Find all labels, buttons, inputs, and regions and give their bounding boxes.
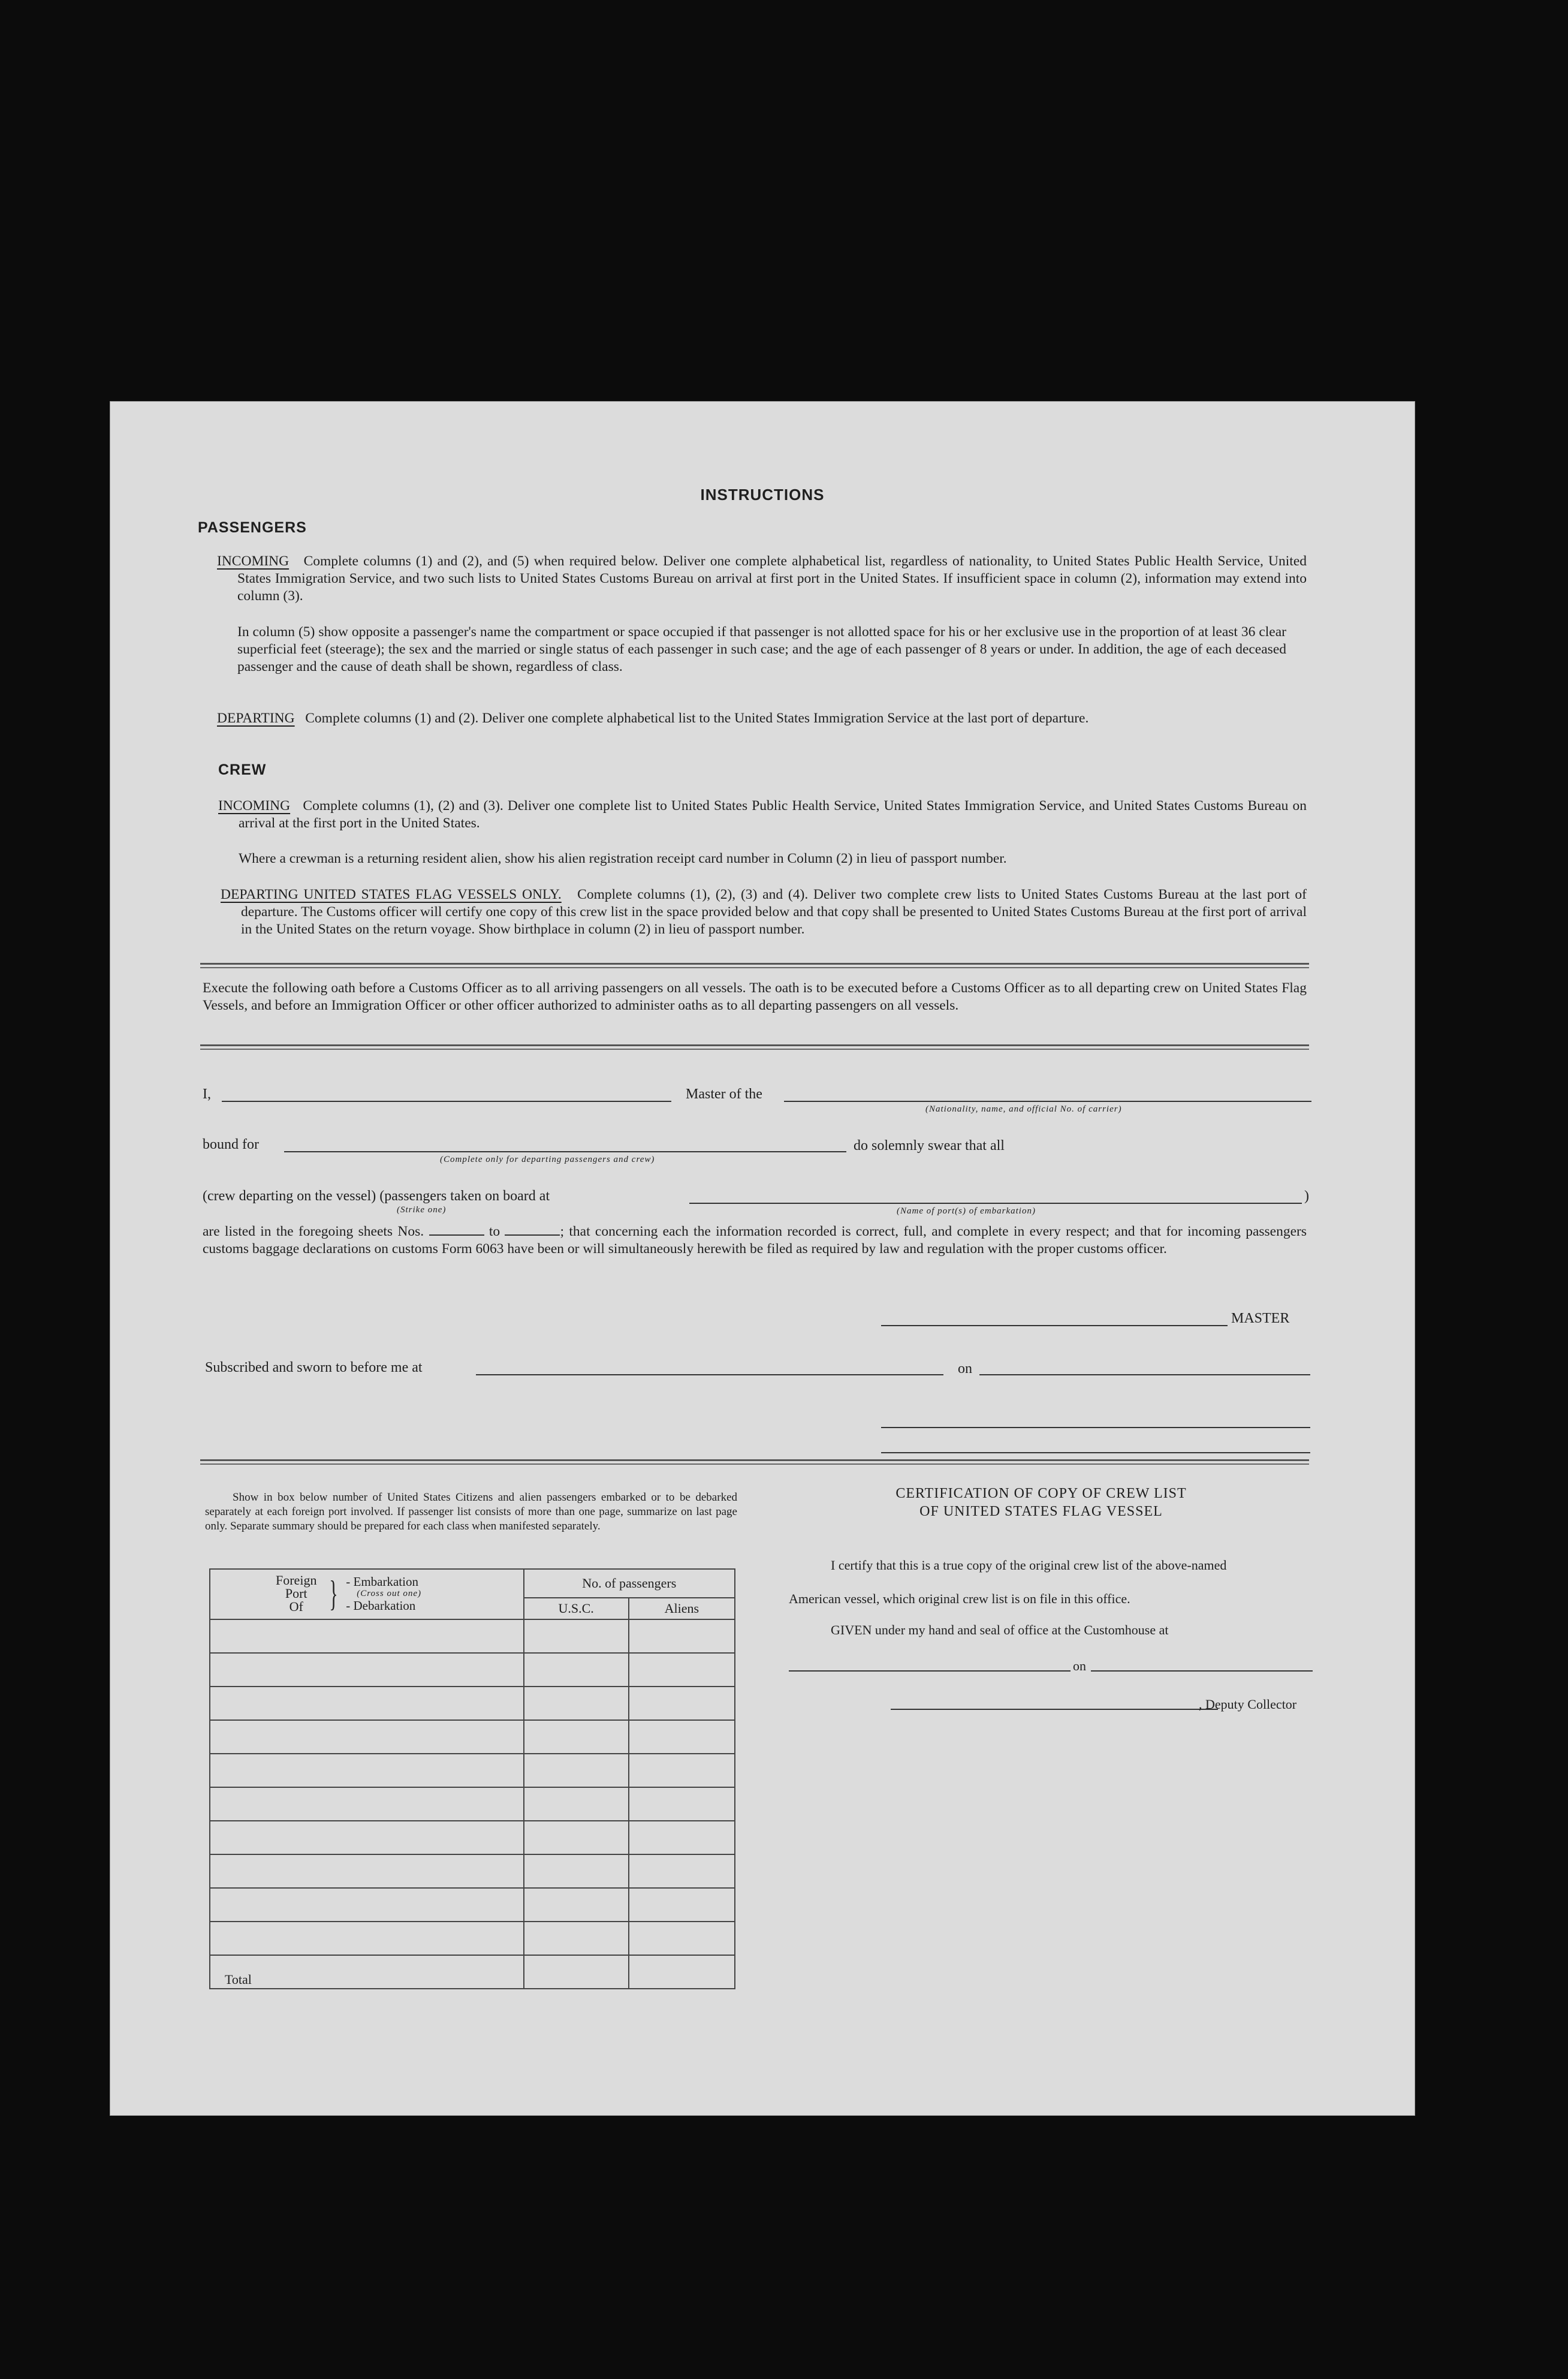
brace-glyph: } [329,1574,339,1613]
divider-top [200,963,1309,968]
bound-for-field[interactable] [284,1151,846,1152]
usc-cell[interactable] [524,1619,629,1653]
usc-cell[interactable] [524,1687,629,1720]
port-cell[interactable] [210,1922,524,1955]
crew-heading: CREW [218,761,267,778]
no-of-passengers-header: No. of passengers [524,1569,735,1598]
usc-cell[interactable] [524,1653,629,1687]
port-cell[interactable] [210,1787,524,1821]
aliens-cell[interactable] [629,1687,735,1720]
table-row [210,1720,735,1754]
total-usc-cell[interactable] [524,1955,629,1989]
usc-cell[interactable] [524,1922,629,1955]
subscribed-label: Subscribed and sworn to before me at [205,1360,423,1375]
cert-date-field[interactable] [1091,1670,1313,1672]
port-cell[interactable] [210,1854,524,1888]
sworn-date-field[interactable] [979,1374,1310,1375]
foreign-label: Foreign [276,1573,317,1588]
swear-label: do solemnly swear that all [854,1138,1005,1154]
crew-departing-paragraph [221,886,1307,938]
port-header-cell [210,1569,524,1619]
passengers-incoming-label: INCOMING [217,553,290,569]
form-page [110,402,1415,2115]
total-aliens-cell[interactable] [629,1955,735,1989]
cert-on-label: on [1073,1658,1086,1673]
embarkation-port-field[interactable] [689,1203,1302,1204]
officer-signature-field[interactable] [881,1427,1310,1428]
crew-incoming-label: INCOMING [218,798,291,814]
alien-crewman-paragraph: Where a crewman is a returning resident alien, show his alien registration receipt card number in Column (2) in lieu of passport number. [239,851,1007,866]
crew-incoming-text: Complete columns (1), (2) and (3). Deliver one complete list to United States Public Health Service, United States Immigration Service, and United States Customs Bureau on arrival at the first port in the United States. [239,798,1307,831]
aliens-cell[interactable] [629,1922,735,1955]
aliens-cell[interactable] [629,1787,735,1821]
deputy-signature-field[interactable] [891,1709,1218,1710]
usc-cell[interactable] [524,1754,629,1787]
passenger-summary-table [209,1568,735,1989]
table-row [210,1888,735,1922]
debarkation-label: - Debarkation [346,1598,416,1613]
aliens-cell[interactable] [629,1653,735,1687]
usc-cell[interactable] [524,1854,629,1888]
crew-incoming-paragraph [218,797,1307,832]
table-row [210,1687,735,1720]
strike-one-hint: (Strike one) [397,1205,447,1215]
usc-cell[interactable] [524,1787,629,1821]
certification-title [770,1484,1313,1520]
table-row [210,1821,735,1854]
passengers-departing-text: Complete columns (1) and (2). Deliver one complete alphabetical list to the United States Immigration Service at the last port of departure. [305,710,1089,726]
aliens-cell[interactable] [629,1854,735,1888]
divider-bottom [200,1459,1309,1465]
customhouse-field[interactable] [789,1670,1071,1672]
total-label: Total [210,1955,524,1989]
of-label: Of [289,1599,303,1614]
column5-paragraph: In column (5) show opposite a passenger's name the compartment or space occupied if that passenger is not allotted space for his or her exclusive use in the proportion of at least 36 clear superficial feet (steerage); the sex and the married or single status of each passenger in such case; and the age of each passenger of 8 years or under. In addition, the age of each deceased passenger and the cause of death shall be shown, regardless of class. [237,624,1286,674]
certify-line2: American vessel, which original crew list is on file in this office. [789,1591,1130,1606]
usc-cell[interactable] [524,1888,629,1922]
to-label: to [489,1224,500,1239]
sworn-on-label: on [958,1361,972,1377]
port-cell[interactable] [210,1888,524,1922]
close-paren: ) [1304,1188,1309,1204]
sworn-place-field[interactable] [476,1374,943,1375]
sheet-to-field[interactable] [505,1234,560,1236]
listed-paragraph [203,1223,1307,1258]
sheet-from-field[interactable] [429,1234,484,1236]
passengers-incoming-paragraph [217,553,1307,605]
port-label: Port [285,1586,307,1601]
aliens-cell[interactable] [629,1720,735,1754]
crew-departing-oath-label: (crew departing on the vessel) (passengers taken on board at [203,1188,550,1204]
embarkation-label: - Embarkation [346,1574,418,1589]
listed-rest: ; that concerning each the information recorded is correct, full, and complete in every respect; and that for incoming passengers customs baggage declarations on customs Form 6063 have been or will simultaneously herewith be filed as required by law and regulation with the proper customs officer. [203,1224,1307,1257]
port-cell[interactable] [210,1653,524,1687]
table-row [210,1754,735,1787]
port-cell[interactable] [210,1720,524,1754]
cross-out-hint: (Cross out one) [357,1589,422,1598]
master-name-field[interactable] [222,1101,671,1102]
table-row [210,1653,735,1687]
certification-title-line1: CERTIFICATION OF COPY OF CREW LIST [895,1486,1187,1501]
listed-start: are listed in the foregoing sheets Nos. [203,1224,424,1239]
aliens-cell[interactable] [629,1821,735,1854]
oath-intro: Execute the following oath before a Customs Officer as to all arriving passengers on all vessels. The oath is to be executed before a Customs Officer as to all departing crew on United States Flag Vessels, and before an Immigration Officer or other officer authorized to administer oaths as to all departing passengers on all vessels. [203,980,1307,1013]
total-row [210,1955,735,1989]
instructions-title: INSTRUCTIONS [700,486,825,504]
aliens-cell[interactable] [629,1888,735,1922]
passengers-departing-label: DEPARTING [217,710,295,726]
port-cell[interactable] [210,1754,524,1787]
crew-departing-text: Complete columns (1), (2), (3) and (4). Deliver two complete crew lists to United States Customs Bureau at the last port of departure. The Customs officer will certify one copy of this crew list in the space provided below and that copy shall be presented to United States Customs Bureau at the first port of arrival in the United States on the return voyage. Show birthplace in column (2) in lieu of passport number. [241,887,1307,937]
aliens-cell[interactable] [629,1754,735,1787]
port-hint: (Name of port(s) of embarkation) [897,1206,1036,1216]
master-signature-field[interactable] [881,1325,1228,1326]
table-row [210,1787,735,1821]
table-row [210,1854,735,1888]
carrier-field[interactable] [784,1101,1311,1102]
usc-header: U.S.C. [524,1598,629,1619]
aliens-cell[interactable] [629,1619,735,1653]
passengers-incoming-text: Complete columns (1) and (2), and (5) when required below. Deliver one complete alphabetical list, regardless of nationality, to United States Public Health Service, United States Immigration Service, and two such lists to United States Customs Bureau on arrival at first port in the United States. If insufficient space in column (2), information may extend into column (3). [237,553,1307,604]
officer-title-field[interactable] [881,1452,1310,1453]
certify-line1: I certify that this is a true copy of the original crew list of the above-named [831,1558,1227,1573]
usc-cell[interactable] [524,1821,629,1854]
passengers-heading: PASSENGERS [198,519,307,536]
aliens-header: Aliens [629,1598,735,1619]
port-cell[interactable] [210,1821,524,1854]
master-label: MASTER [1231,1311,1290,1326]
table-row [210,1619,735,1653]
summary-instructions: Show in box below number of United States Citizens and alien passengers embarked or to be debarked separately at each foreign port involved. If passenger list consists of more than one page, summarize on last page only. Separate summary should be prepared for each class when manifested separately. [205,1491,737,1532]
bound-for-label: bound for [203,1137,259,1152]
deputy-collector-label: , Deputy Collector [1199,1697,1297,1712]
port-cell[interactable] [210,1619,524,1653]
usc-cell[interactable] [524,1720,629,1754]
nationality-hint: (Nationality, name, and official No. of carrier) [925,1104,1122,1114]
passengers-departing-paragraph [217,710,1307,727]
port-cell[interactable] [210,1687,524,1720]
crew-departing-label: DEPARTING UNITED STATES FLAG VESSELS ONLY. [221,887,562,902]
table-row [210,1922,735,1955]
certification-title-line2: OF UNITED STATES FLAG VESSEL [919,1504,1163,1519]
given-text: GIVEN under my hand and seal of office at the Customhouse at [831,1622,1169,1637]
divider-middle [200,1044,1309,1050]
complete-only-hint: (Complete only for departing passengers and crew) [440,1155,655,1164]
master-of-label: Master of the [686,1086,762,1102]
oath-i-label: I, [203,1086,211,1102]
